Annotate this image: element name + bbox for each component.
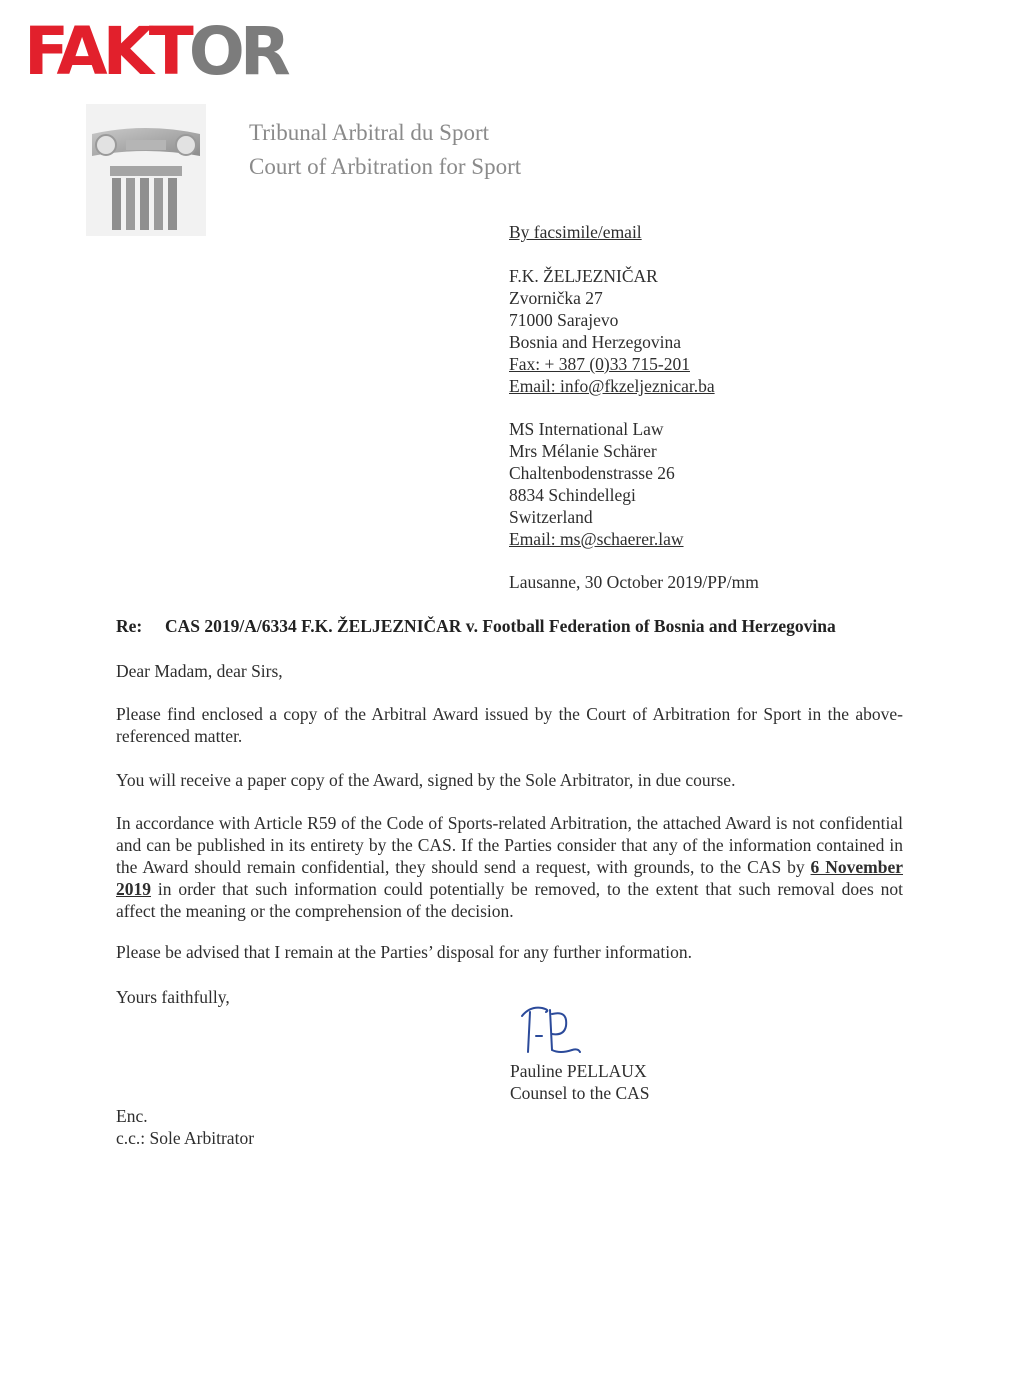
handwritten-signature-icon xyxy=(516,1000,586,1062)
footer-block xyxy=(116,1105,254,1149)
faktor-watermark-logo xyxy=(24,13,286,90)
recipient2-name: Mrs Mélanie Schärer xyxy=(509,441,657,461)
signer-title: Counsel to the CAS xyxy=(510,1083,650,1103)
signer-block xyxy=(510,1060,650,1104)
recipient2-org: MS International Law xyxy=(509,419,664,439)
subject-label: Re: xyxy=(116,616,143,636)
paragraph-enclosed-award: Please find enclosed a copy of the Arbitral Award issued by the Court of Arbitration for Sport in the above-referenced matter. xyxy=(116,704,903,746)
recipient2-city: 8834 Schindellegi xyxy=(509,485,636,505)
paragraph-disposal: Please be advised that I remain at the Parties’ disposal for any further information. xyxy=(116,942,693,962)
recipient1-city: 71000 Sarajevo xyxy=(509,310,619,330)
confidentiality-text-after: in order that such information could potentially be removed, to the extent that such removal does not affect the meaning or the comprehension of the decision. xyxy=(116,879,903,921)
recipient1-email[interactable]: Email: info@fkzeljeznicar.ba xyxy=(509,376,715,396)
recipient1-street: Zvornička 27 xyxy=(509,288,603,308)
paragraph-confidentiality xyxy=(116,812,903,922)
confidentiality-text-before: In accordance with Article R59 of the Code of Sports-related Arbitration, the attached Award is not confidential and can be published in its entirety by the CAS. If the Parties consider that any of the information contained in the Award should remain confidential, they should send a request, with grounds, to the CAS by xyxy=(116,813,903,877)
confidentiality-deadline: 6 November 2019 xyxy=(116,857,903,899)
recipient2-street: Chaltenbodenstrasse 26 xyxy=(509,463,675,483)
closing: Yours faithfully, xyxy=(116,987,230,1007)
org-name-french: Tribunal Arbitral du Sport xyxy=(249,120,490,145)
logo-part-red: FAKT xyxy=(24,13,189,90)
salutation: Dear Madam, dear Sirs, xyxy=(116,661,283,681)
subject-line xyxy=(116,616,836,637)
recipient1-fax: Fax: + 387 (0)33 715-201 xyxy=(509,354,690,374)
org-name-block xyxy=(249,116,521,184)
recipient-block-2 xyxy=(509,418,684,550)
subject-text: CAS 2019/A/6334 F.K. ŽELJEZNIČAR v. Football Federation of Bosnia and Herzegovina xyxy=(165,616,836,636)
enclosure-note: Enc. xyxy=(116,1106,148,1126)
logo-part-gray: OR xyxy=(188,13,286,90)
recipient2-country: Switzerland xyxy=(509,507,593,527)
paragraph-paper-copy: You will receive a paper copy of the Award, signed by the Sole Arbitrator, in due course. xyxy=(116,770,736,790)
recipient1-name: F.K. ŽELJEZNIČAR xyxy=(509,266,658,286)
cc-note: c.c.: Sole Arbitrator xyxy=(116,1128,255,1148)
dateline: Lausanne, 30 October 2019/PP/mm xyxy=(509,572,759,592)
recipient1-country: Bosnia and Herzegovina xyxy=(509,332,682,352)
recipient-block-1 xyxy=(509,265,715,397)
recipient2-email[interactable]: Email: ms@schaerer.law xyxy=(509,529,684,549)
delivery-method: By facsimile/email xyxy=(509,222,642,242)
org-name-english: Court of Arbitration for Sport xyxy=(249,154,522,179)
cas-column-emblem-icon xyxy=(86,104,206,236)
signer-name: Pauline PELLAUX xyxy=(510,1061,647,1081)
